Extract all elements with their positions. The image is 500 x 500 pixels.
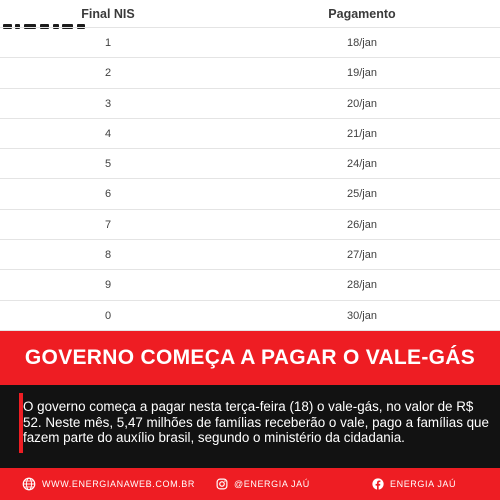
final-nis-cell: 1 (104, 37, 112, 49)
table-body (0, 28, 500, 331)
globe-icon (22, 477, 36, 491)
table-row (0, 58, 500, 88)
payment-date-cell: 26/jan (347, 218, 377, 231)
table-row (0, 119, 500, 149)
final-nis-cell: 9 (104, 279, 112, 292)
table-row (0, 270, 500, 300)
payment-date-cell: 24/jan (347, 158, 377, 171)
final-nis-cell: 3 (104, 97, 112, 110)
final-nis-cell: 2 (104, 67, 112, 80)
payment-date-cell: 20/jan (347, 97, 377, 110)
table-row (0, 179, 500, 209)
payment-date-cell: 28/jan (347, 279, 377, 292)
headline-banner (0, 331, 500, 385)
instagram-icon (216, 478, 228, 490)
payment-date-cell: 27/jan (347, 249, 377, 262)
payment-date-cell: 18/jan (347, 37, 377, 49)
table-row (0, 149, 500, 179)
article-summary-text: O governo começa a pagar nesta terça-feira (18) o vale-gás, no valor de R$ 52. Neste mês, 5,47 milhões de famílias receberão o vale, pago a famílias que fazem parte do auxílio brasil, segundo o ministério da cidadania. (23, 399, 489, 445)
article-summary-band (0, 385, 500, 468)
table-row (0, 89, 500, 119)
final-nis-cell: 8 (104, 249, 112, 262)
final-nis-cell: 7 (104, 218, 112, 231)
payment-date-cell: 21/jan (347, 127, 377, 140)
final-nis-cell: 5 (104, 158, 112, 171)
column-header-final-nis: Final NIS (81, 7, 135, 21)
facebook-icon (372, 478, 384, 490)
final-nis-cell: 6 (104, 188, 112, 201)
table-row (0, 240, 500, 270)
final-nis-cell: 0 (104, 309, 112, 322)
facebook-link[interactable] (372, 468, 456, 500)
table-row (0, 210, 500, 240)
payment-date-cell: 19/jan (347, 67, 377, 80)
website-label: WWW.ENERGIANAWEB.COM.BR (42, 479, 195, 489)
final-nis-cell: 4 (104, 127, 112, 140)
footer-bar (0, 468, 500, 500)
instagram-label: @ENERGIA JAÚ (234, 479, 310, 489)
table-row (0, 28, 500, 58)
website-link[interactable] (22, 468, 195, 500)
table-row (0, 301, 500, 331)
facebook-label: ENERGIA JAÚ (390, 479, 457, 489)
instagram-link[interactable] (216, 468, 310, 500)
payment-date-cell: 30/jan (347, 309, 377, 322)
column-header-pagamento: Pagamento (328, 7, 396, 21)
payment-date-cell: 25/jan (347, 188, 377, 201)
table-header (0, 0, 500, 28)
headline-title: GOVERNO COMEÇA A PAGAR O VALE-GÁS (24, 346, 476, 369)
